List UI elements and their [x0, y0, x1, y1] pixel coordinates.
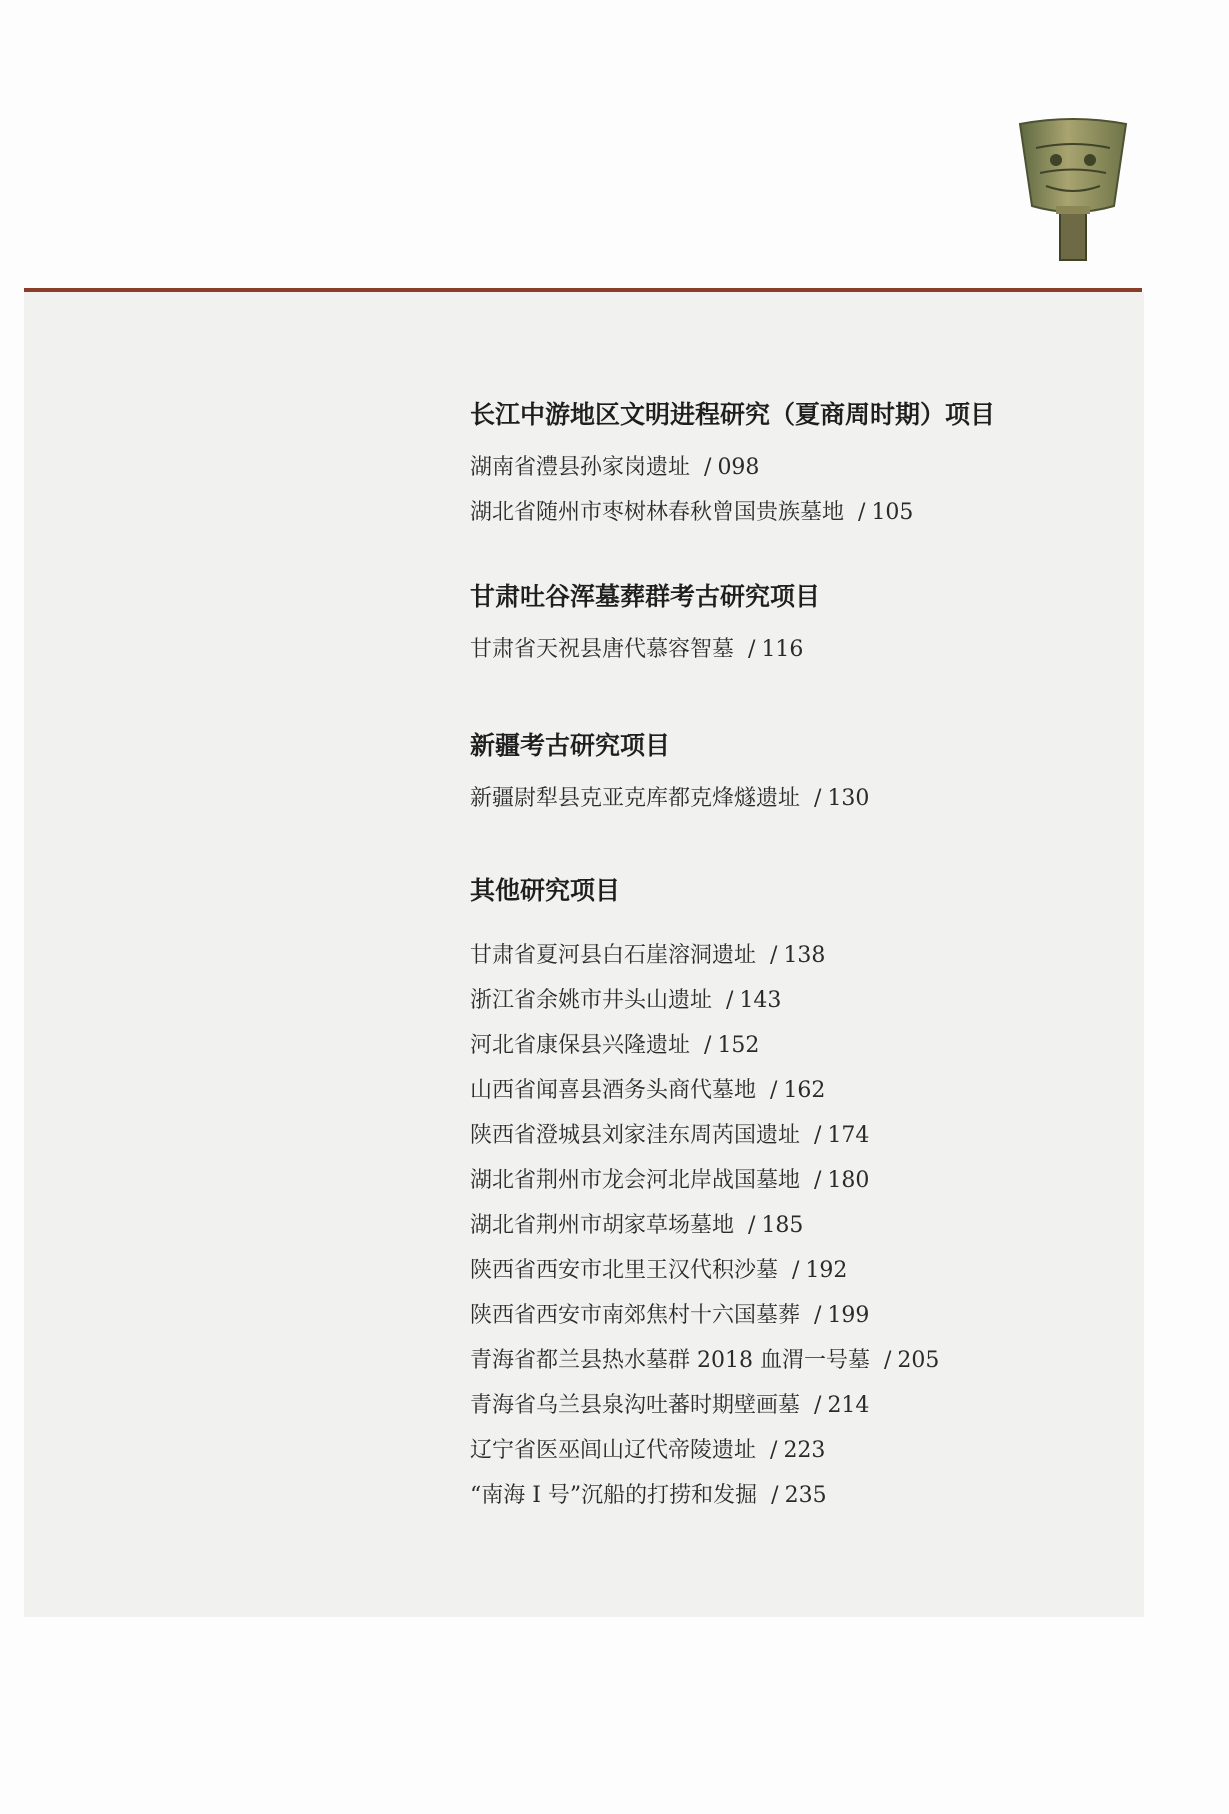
table-of-contents [470, 385, 1130, 1518]
entry-separator: / [726, 988, 734, 1013]
entry-separator: / [704, 455, 712, 480]
entry-name: 辽宁省医巫闾山辽代帝陵遗址 [470, 1438, 757, 1463]
toc-section-xinjiang [470, 716, 1130, 821]
toc-section-changjiang [470, 385, 1130, 535]
entry-separator: / [814, 1168, 822, 1193]
toc-section-other [470, 861, 1130, 1518]
entry-name: 湖北省随州市枣树林春秋曾国贵族墓地 [470, 500, 845, 525]
section-title: 新疆考古研究项目 [470, 731, 671, 760]
entry-page: 205 [897, 1348, 940, 1373]
entry-name: 陕西省西安市北里王汉代积沙墓 [470, 1258, 779, 1283]
toc-entry [470, 1428, 1130, 1473]
entry-list [470, 627, 1130, 672]
toc-section-tuyuhun [470, 567, 1130, 672]
entry-separator: / [770, 943, 778, 968]
toc-entry [470, 1473, 1130, 1518]
entry-page: 235 [784, 1483, 827, 1508]
entry-name: 甘肃省天祝县唐代慕容智墓 [470, 637, 735, 662]
entry-separator: / [814, 1123, 822, 1148]
entry-name: 湖北省荆州市龙会河北岸战国墓地 [470, 1168, 801, 1193]
entry-separator: / [883, 1348, 892, 1373]
bronze-bell-icon [1016, 118, 1130, 268]
section-title: 其他研究项目 [470, 876, 621, 905]
entry-page: 199 [827, 1303, 870, 1328]
entry-separator: / [792, 1258, 800, 1283]
toc-entry [470, 933, 1130, 978]
entry-separator: / [770, 1438, 778, 1463]
entry-page: 130 [827, 786, 870, 811]
entry-separator: / [858, 500, 866, 525]
entry-name: 甘肃省夏河县白石崖溶洞遗址 [470, 943, 757, 968]
toc-entry [470, 1338, 1130, 1383]
entry-name: 青海省都兰县热水墓群 2018 血渭一号墓 [470, 1348, 870, 1373]
entry-page: 192 [805, 1258, 848, 1283]
entry-page: 214 [827, 1393, 870, 1418]
toc-entry [470, 490, 1130, 535]
toc-entry [470, 445, 1130, 490]
entry-name: 湖北省荆州市胡家草场墓地 [470, 1213, 735, 1238]
entry-name: 湖南省澧县孙家岗遗址 [470, 455, 691, 480]
entry-name: 新疆尉犁县克亚克库都克烽燧遗址 [470, 786, 801, 811]
entry-separator: / [814, 1303, 822, 1328]
entry-page: 152 [717, 1033, 760, 1058]
entry-page: 185 [761, 1213, 804, 1238]
entry-name: 浙江省余姚市井头山遗址 [470, 988, 713, 1013]
entry-page: 116 [761, 637, 804, 662]
entry-name: 河北省康保县兴隆遗址 [470, 1033, 691, 1058]
section-title: 长江中游地区文明进程研究（夏商周时期）项目 [470, 400, 996, 429]
entry-name: “南海 I 号”沉船的打捞和发掘 [470, 1483, 758, 1508]
entry-list [470, 933, 1130, 1518]
entry-page: 143 [739, 988, 782, 1013]
toc-entry [470, 1203, 1130, 1248]
toc-entry [470, 1023, 1130, 1068]
toc-entry [470, 1068, 1130, 1113]
entry-separator: / [814, 786, 822, 811]
entry-separator: / [704, 1033, 712, 1058]
toc-entry [470, 978, 1130, 1023]
entry-separator: / [814, 1393, 822, 1418]
toc-entry [470, 1383, 1130, 1428]
toc-entry [470, 1158, 1130, 1203]
entry-separator: / [770, 1078, 778, 1103]
toc-entry [470, 1293, 1130, 1338]
entry-page: 162 [783, 1078, 826, 1103]
entry-name: 陕西省澄城县刘家洼东周芮国遗址 [470, 1123, 801, 1148]
entry-separator: / [771, 1483, 779, 1508]
entry-list [470, 776, 1130, 821]
entry-name: 山西省闻喜县酒务头商代墓地 [470, 1078, 757, 1103]
entry-page: 098 [717, 455, 760, 480]
entry-page: 174 [827, 1123, 870, 1148]
entry-separator: / [748, 1213, 756, 1238]
entry-page: 223 [783, 1438, 826, 1463]
entry-name: 陕西省西安市南郊焦村十六国墓葬 [470, 1303, 801, 1328]
entry-page: 180 [827, 1168, 870, 1193]
entry-separator: / [748, 637, 756, 662]
section-title: 甘肃吐谷浑墓葬群考古研究项目 [470, 582, 821, 611]
entry-page: 138 [783, 943, 826, 968]
toc-entry [470, 1248, 1130, 1293]
entry-page: 105 [871, 500, 914, 525]
toc-entry [470, 1113, 1130, 1158]
entry-list [470, 445, 1130, 535]
toc-entry [470, 776, 1130, 821]
entry-name: 青海省乌兰县泉沟吐蕃时期壁画墓 [470, 1393, 801, 1418]
toc-entry [470, 627, 1130, 672]
